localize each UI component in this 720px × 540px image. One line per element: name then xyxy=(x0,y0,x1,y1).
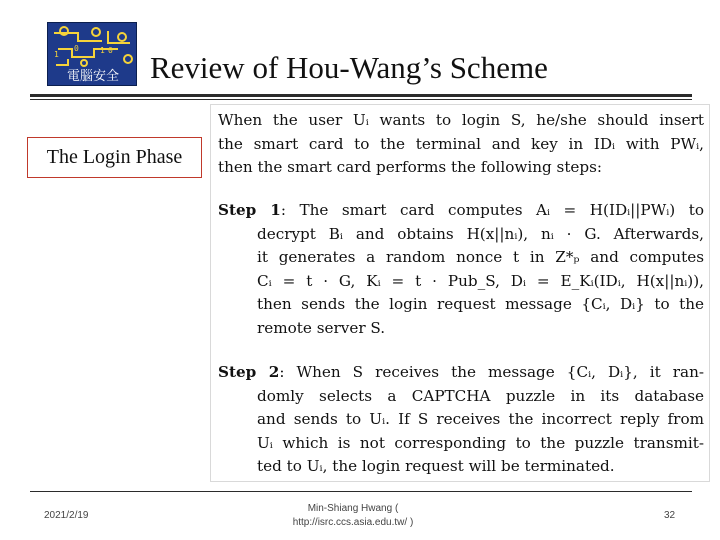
header-divider-thin xyxy=(30,99,692,100)
step-1-paragraph xyxy=(218,199,704,340)
footer-date: 2021/2/19 xyxy=(44,510,89,521)
intro-line: When the user Uᵢ wants to login S, he/she should insert xyxy=(218,111,704,129)
header-divider xyxy=(30,94,692,97)
intro-line: then the smart card performs the following steps: xyxy=(218,158,603,176)
step-1-first-line xyxy=(218,199,704,223)
phase-label: The Login Phase xyxy=(46,146,183,168)
step-2-line: Uᵢ which is not corresponding to the puzzle transmit- xyxy=(257,433,704,452)
step-2-first-line xyxy=(218,361,704,385)
logo-text: 電腦安全 xyxy=(66,69,120,84)
step-2-line: ted to Uᵢ, the login request will be terminated. xyxy=(257,457,615,475)
svg-text:1: 1 xyxy=(54,50,59,59)
footer-author xyxy=(268,502,438,530)
logo xyxy=(47,22,137,86)
svg-text:1: 1 xyxy=(100,46,105,55)
page-title: Review of Hou-Wang’s Scheme xyxy=(150,50,548,85)
phase-label-box xyxy=(27,137,202,178)
step-1-line: it generates a random nonce t in Z*ₚ and computes xyxy=(257,248,704,266)
step-2-label: Step 2 xyxy=(218,363,280,381)
step-2-paragraph xyxy=(218,361,704,479)
step-1-line: Cᵢ = t · G, Kᵢ = t · Pub_S, Dᵢ = E_Kᵢ(IDᵢ, H(x||nᵢ)), xyxy=(257,271,704,290)
step-2-line: domly selects a CAPTCHA puzzle in its database xyxy=(257,386,704,405)
page-number: 32 xyxy=(664,510,676,521)
footer-author-line: Min-Shiang Hwang ( xyxy=(307,503,399,514)
step-1-text: : The smart card computes Aᵢ = H(IDᵢ||PWᵢ) to xyxy=(280,201,704,219)
circuit-logo-icon xyxy=(48,23,137,86)
step-1-label: Step 1 xyxy=(218,201,281,219)
step-1-line: then sends the login request message {Cᵢ, Dᵢ} to the xyxy=(257,295,704,313)
intro-line: the smart card to the terminal and key in IDᵢ with PWᵢ, xyxy=(218,134,704,153)
step-1-line: decrypt Bᵢ and obtains H(x||nᵢ), nᵢ · G. Afterwards, xyxy=(257,224,704,243)
step-2-line: and sends to Uᵢ. If S receives the incorrect reply from xyxy=(257,410,704,428)
footer-author-url: http://isrc.ccs.asia.edu.tw/ ) xyxy=(292,517,414,528)
svg-text:0: 0 xyxy=(108,46,113,55)
step-2-text: : When S receives the message {Cᵢ, Dᵢ}, it ran- xyxy=(279,363,704,381)
svg-text:0: 0 xyxy=(74,44,79,53)
intro-paragraph xyxy=(218,109,704,180)
footer-divider xyxy=(30,491,692,492)
scheme-excerpt xyxy=(210,104,710,482)
step-1-line: remote server S. xyxy=(257,318,386,337)
